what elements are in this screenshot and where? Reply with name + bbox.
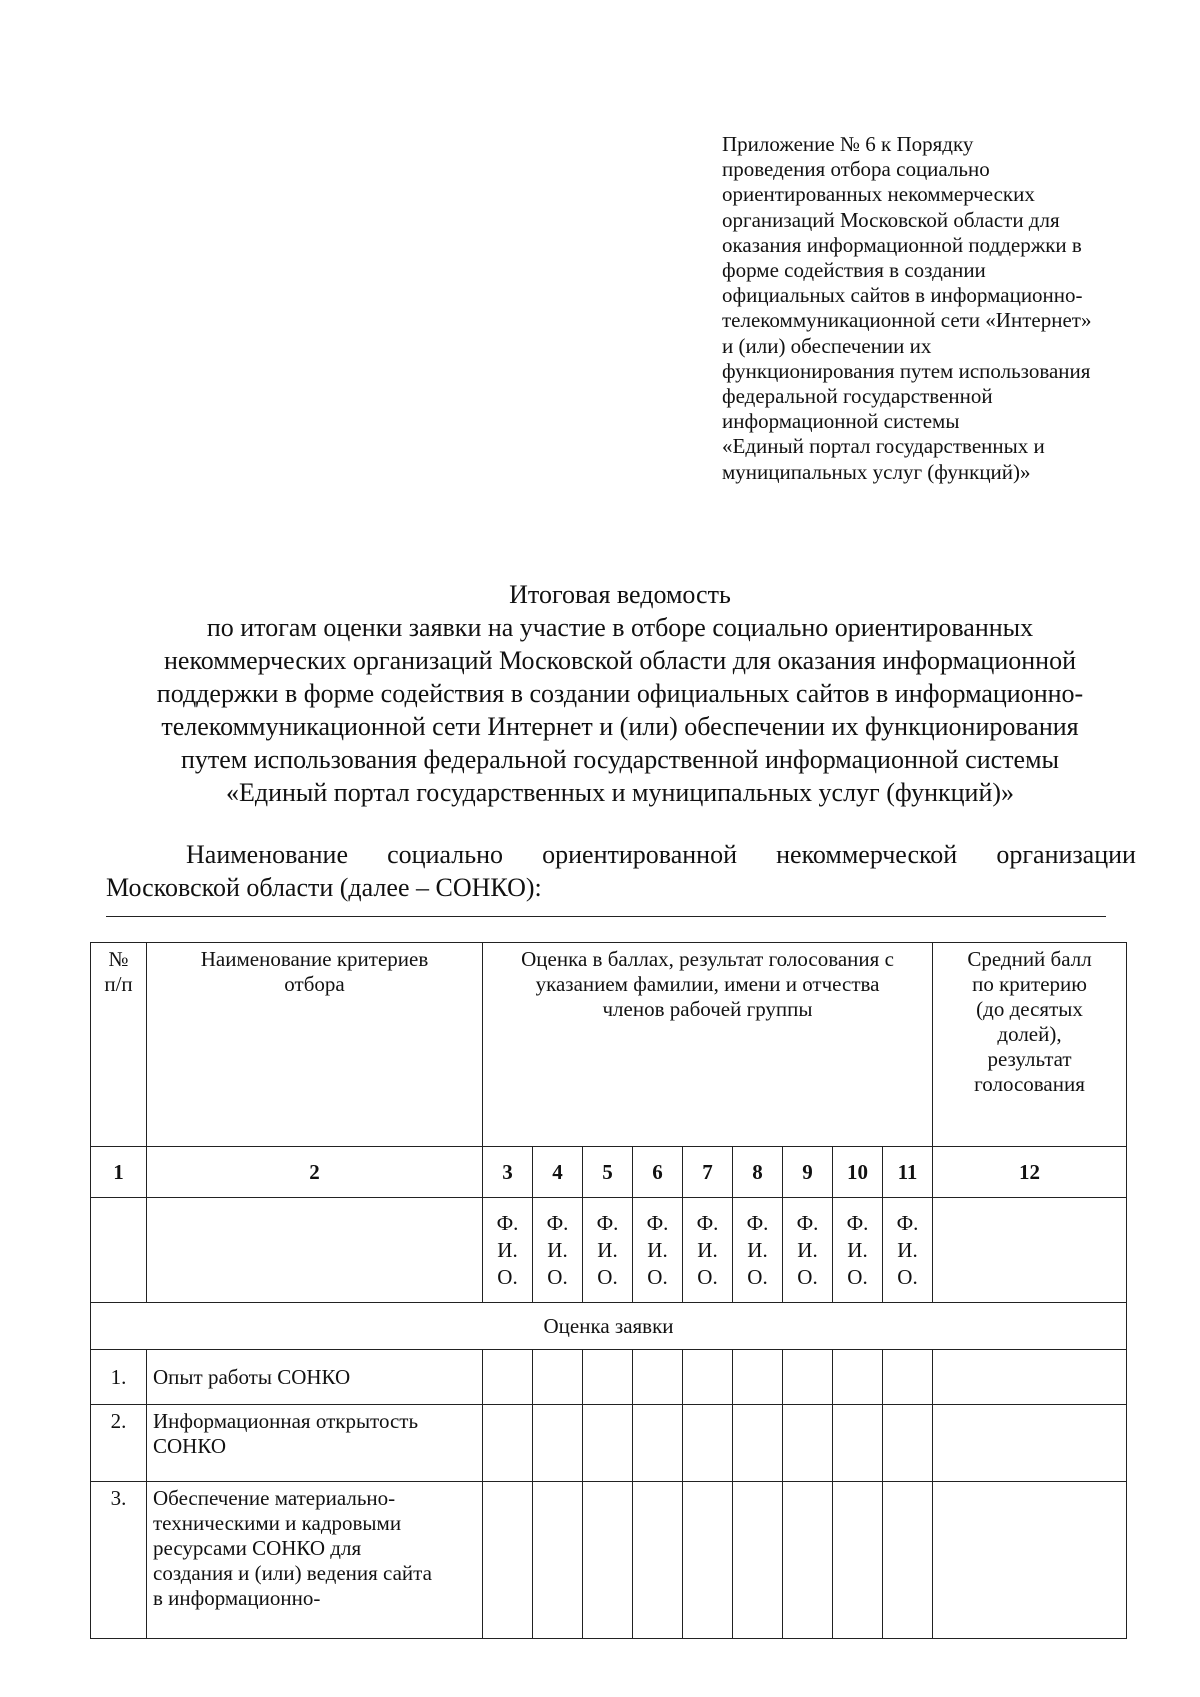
header-score (483, 943, 933, 1147)
criteria-text: создания и (или) ведения сайта (153, 1561, 432, 1585)
fio-letter: И. (597, 1238, 618, 1262)
org-label-line-1 (106, 838, 1136, 871)
fio-letter: О. (547, 1265, 568, 1289)
row-number: 2. (91, 1405, 147, 1482)
fio-cell (533, 1198, 583, 1303)
org-name-blank-line (106, 916, 1106, 917)
fio-letter: И. (797, 1238, 818, 1262)
score-cell[interactable] (683, 1350, 733, 1405)
fio-cell (583, 1198, 633, 1303)
fio-letter: И. (547, 1238, 568, 1262)
section-row (91, 1303, 1127, 1350)
score-cell[interactable] (683, 1482, 733, 1639)
header-text: по критерию (972, 972, 1087, 996)
fio-cell (833, 1198, 883, 1303)
criteria-text: Опыт работы СОНКО (153, 1364, 351, 1389)
criteria-text: СОНКО (153, 1434, 226, 1458)
fio-letter: О. (497, 1265, 518, 1289)
average-cell[interactable] (933, 1350, 1127, 1405)
score-cell[interactable] (483, 1350, 533, 1405)
fio-letter: И. (747, 1238, 768, 1262)
criteria-text: Информационная открытость (153, 1409, 419, 1433)
header-text: результат (987, 1047, 1072, 1071)
fio-letter: О. (597, 1265, 618, 1289)
score-cell[interactable] (833, 1482, 883, 1639)
fio-letter: И. (697, 1238, 718, 1262)
score-cell[interactable] (733, 1350, 783, 1405)
empty-cell (933, 1198, 1127, 1303)
average-cell[interactable] (933, 1482, 1127, 1639)
column-number: 10 (833, 1147, 883, 1198)
fio-letter: О. (897, 1265, 918, 1289)
score-cell[interactable] (733, 1405, 783, 1482)
criteria-cell (147, 1350, 483, 1405)
fio-letter: Ф. (846, 1211, 869, 1235)
empty-cell (91, 1198, 147, 1303)
appendix-line: муниципальных услуг (функций)» (722, 459, 1031, 484)
score-cell[interactable] (583, 1405, 633, 1482)
appendix-line: оказания информационной поддержки в (722, 232, 1082, 257)
column-number: 3 (483, 1147, 533, 1198)
section-title: Оценка заявки (91, 1303, 1127, 1350)
org-word: ориентированной (542, 840, 737, 869)
header-text: долей), (997, 1022, 1062, 1046)
title-line: по итогам оценки заявки на участие в отборе социально ориентированных (206, 613, 1034, 642)
fio-cell (683, 1198, 733, 1303)
header-average (933, 943, 1127, 1147)
column-number-row (91, 1147, 1127, 1198)
table-row (91, 1405, 1127, 1482)
fio-letter: Ф. (646, 1211, 669, 1235)
score-cell[interactable] (883, 1482, 933, 1639)
criteria-text: Обеспечение материально- (153, 1486, 396, 1510)
fio-cell (783, 1198, 833, 1303)
criteria-text: в информационно- (153, 1586, 321, 1610)
header-text: отбора (284, 972, 345, 996)
org-word: организации (996, 840, 1136, 869)
org-name-label (106, 838, 1136, 904)
column-number: 4 (533, 1147, 583, 1198)
score-cell[interactable] (883, 1405, 933, 1482)
appendix-line: «Единый портал государственных и (722, 434, 1045, 459)
table-header-row (91, 943, 1127, 1147)
appendix-line: и (или) обеспечении их (722, 333, 932, 358)
row-number: 1. (91, 1350, 147, 1405)
criteria-cell (147, 1482, 483, 1639)
score-cell[interactable] (783, 1405, 833, 1482)
appendix-line: проведения отбора социально (722, 157, 990, 182)
score-cell[interactable] (583, 1350, 633, 1405)
summary-table (90, 942, 1127, 1639)
header-text: голосования (974, 1072, 1085, 1096)
org-label-line-2: Московской области (далее – СОНКО): (106, 873, 542, 902)
fio-letter: И. (497, 1238, 518, 1262)
org-word: социально (387, 840, 503, 869)
title-line: некоммерческих организаций Московской области для оказания информационной (164, 646, 1076, 675)
score-cell[interactable] (533, 1350, 583, 1405)
score-cell[interactable] (483, 1482, 533, 1639)
criteria-cell (147, 1405, 483, 1482)
appendix-line: ориентированных некоммерческих (722, 182, 1035, 207)
criteria-text: ресурсами СОНКО для (153, 1536, 362, 1560)
score-cell[interactable] (533, 1482, 583, 1639)
fio-letter: Ф. (746, 1211, 769, 1235)
fio-letter: О. (747, 1265, 768, 1289)
fio-letter: Ф. (896, 1211, 919, 1235)
title-line: поддержки в форме содействия в создании официальных сайтов в информационно- (156, 679, 1084, 708)
org-word: Наименование (186, 840, 348, 869)
fio-cell (883, 1198, 933, 1303)
column-number: 8 (733, 1147, 783, 1198)
column-number: 11 (883, 1147, 933, 1198)
score-cell[interactable] (883, 1350, 933, 1405)
score-cell[interactable] (833, 1405, 883, 1482)
header-text: указанием фамилии, имени и отчества (535, 972, 880, 996)
score-cell[interactable] (833, 1350, 883, 1405)
appendix-line: функционирования путем использования (722, 358, 1091, 383)
title-line: «Единый портал государственных и муниципальных услуг (функций)» (225, 778, 1015, 807)
column-number: 2 (147, 1147, 483, 1198)
appendix-line: телекоммуникационной сети «Интернет» (722, 308, 1092, 333)
score-cell[interactable] (783, 1350, 833, 1405)
header-text: п/п (104, 972, 133, 996)
fio-letter: Ф. (496, 1211, 519, 1235)
title-line: путем использования федеральной государственной информационной системы (180, 745, 1060, 774)
fio-letter: И. (897, 1238, 918, 1262)
criteria-text: техническими и кадровыми (153, 1511, 402, 1535)
column-number: 7 (683, 1147, 733, 1198)
fio-letter: И. (847, 1238, 868, 1262)
column-number: 12 (933, 1147, 1127, 1198)
score-cell[interactable] (633, 1350, 683, 1405)
column-number: 1 (91, 1147, 147, 1198)
fio-letter: О. (697, 1265, 718, 1289)
table-row (91, 1350, 1127, 1405)
fio-letter: О. (847, 1265, 868, 1289)
score-cell[interactable] (483, 1405, 533, 1482)
score-cell[interactable] (733, 1482, 783, 1639)
fio-cell (483, 1198, 533, 1303)
header-text: Наименование критериев (200, 947, 429, 971)
fio-cell (733, 1198, 783, 1303)
column-number: 9 (783, 1147, 833, 1198)
table-row (91, 1482, 1127, 1639)
empty-cell (147, 1198, 483, 1303)
appendix-note (722, 132, 1152, 485)
org-word: некоммерческой (776, 840, 958, 869)
score-cell[interactable] (533, 1405, 583, 1482)
average-cell[interactable] (933, 1405, 1127, 1482)
column-number: 6 (633, 1147, 683, 1198)
column-number: 5 (583, 1147, 633, 1198)
header-text: № (108, 947, 129, 971)
fio-cell (633, 1198, 683, 1303)
document-title (120, 578, 1120, 809)
header-text: членов рабочей группы (602, 997, 813, 1021)
fio-letter: Ф. (696, 1211, 719, 1235)
fio-letter: Ф. (596, 1211, 619, 1235)
score-cell[interactable] (783, 1482, 833, 1639)
title-line: телекоммуникационной сети Интернет и (или) обеспечении их функционирования (161, 712, 1079, 741)
appendix-line: федеральной государственной (722, 384, 993, 409)
fio-row (91, 1198, 1127, 1303)
fio-letter: О. (797, 1265, 818, 1289)
header-text: Оценка в баллах, результат голосования с (521, 947, 894, 971)
appendix-line: официальных сайтов в информационно- (722, 283, 1083, 308)
summary-table-wrap (90, 942, 1126, 1639)
score-cell[interactable] (683, 1405, 733, 1482)
fio-letter: Ф. (546, 1211, 569, 1235)
header-text: Средний балл (967, 947, 1092, 971)
fio-letter: О. (647, 1265, 668, 1289)
score-cell[interactable] (583, 1482, 633, 1639)
header-text: (до десятых (976, 997, 1083, 1021)
fio-letter: И. (647, 1238, 668, 1262)
row-number: 3. (91, 1482, 147, 1639)
score-cell[interactable] (633, 1405, 683, 1482)
appendix-line: организаций Московской области для (722, 207, 1060, 232)
header-num (91, 943, 147, 1147)
appendix-line: Приложение № 6 к Порядку (722, 132, 974, 156)
title-line: Итоговая ведомость (509, 580, 731, 609)
appendix-line: информационной системы (722, 409, 960, 434)
score-cell[interactable] (633, 1482, 683, 1639)
appendix-line: форме содействия в создании (722, 258, 986, 283)
header-criteria (147, 943, 483, 1147)
fio-letter: Ф. (796, 1211, 819, 1235)
